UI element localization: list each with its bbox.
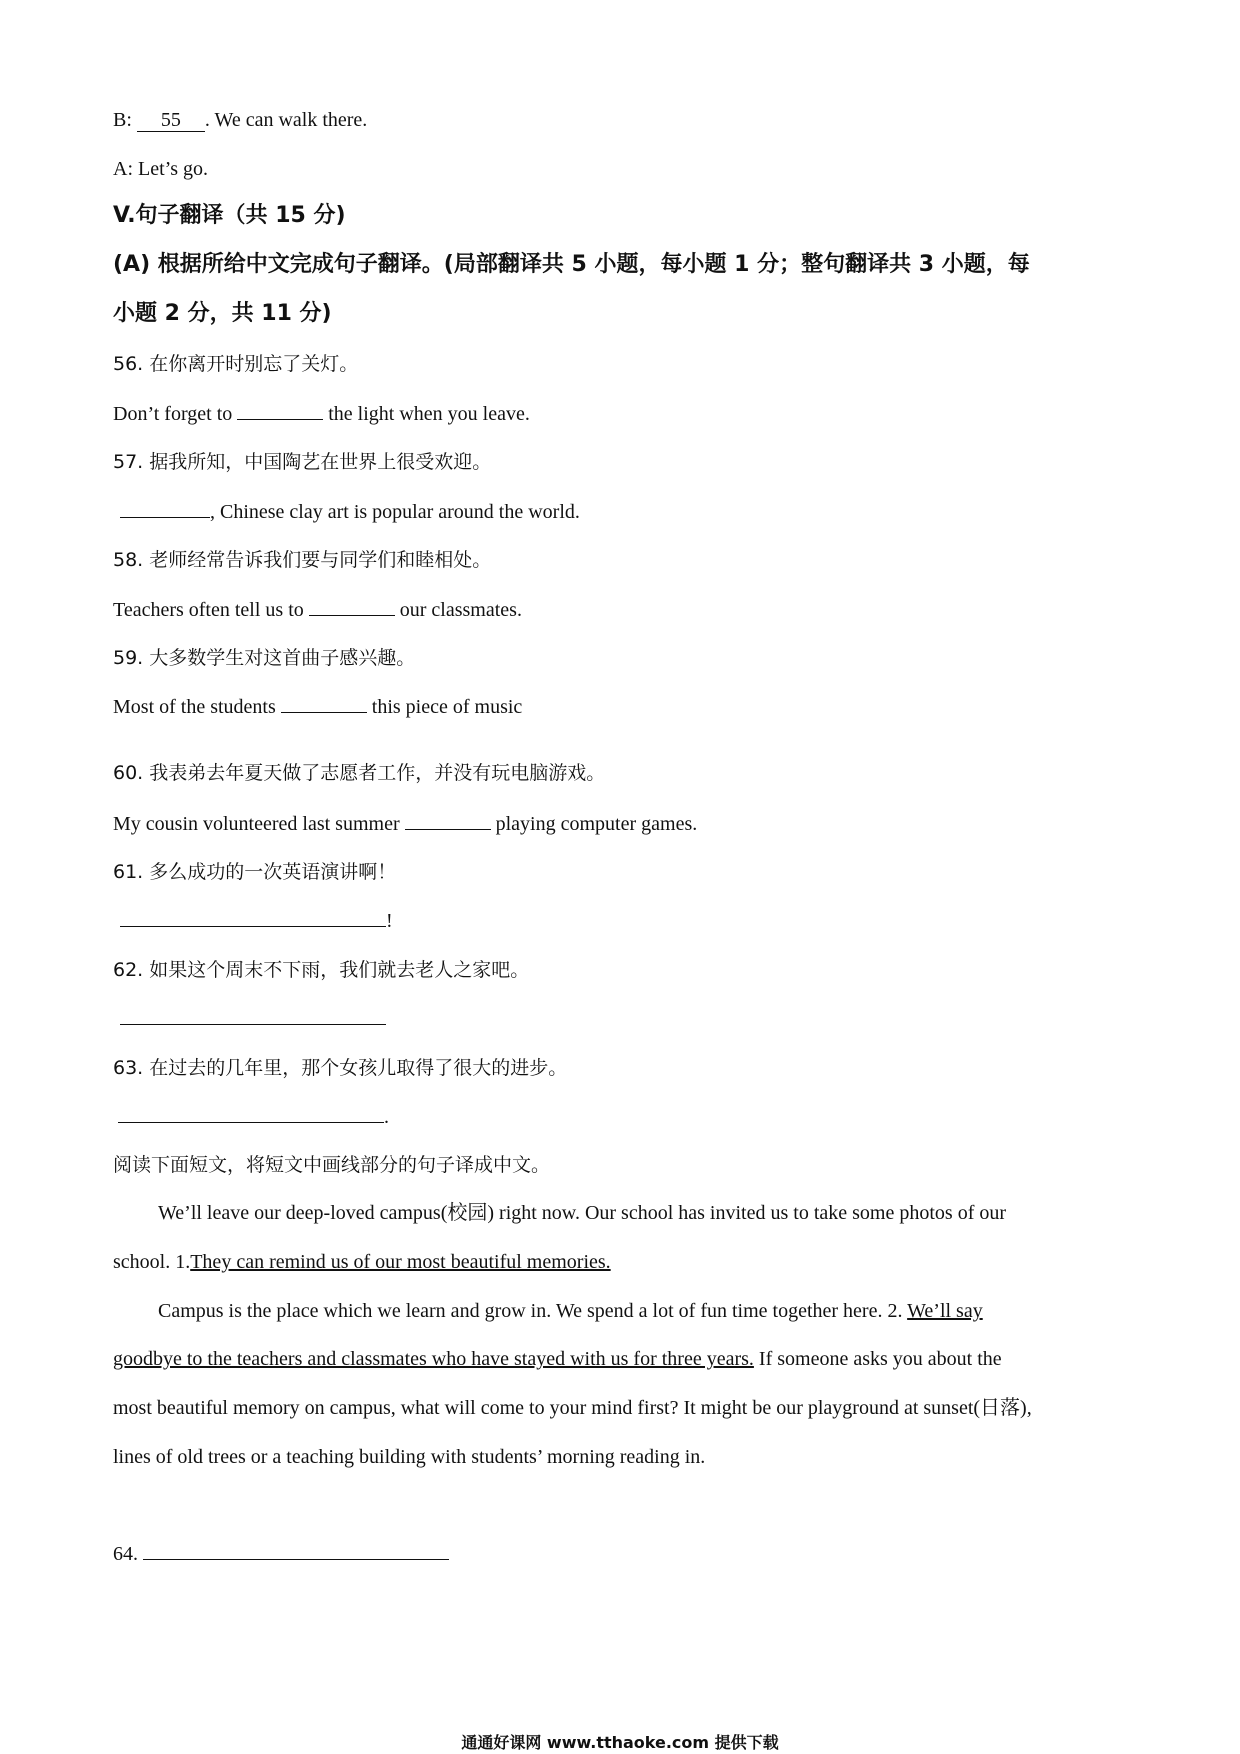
q59-text-b: this piece of music — [371, 696, 523, 718]
q56-text-a: Don’t forget to — [113, 403, 233, 425]
q56-chinese: 56. 在你离开时别忘了关灯。 — [113, 353, 359, 375]
q60-blank[interactable] — [405, 811, 491, 830]
part-a-instruction-1: (A) 根据所给中文完成句子翻译。(局部翻译共 5 小题，每小题 1 分；整句翻译共 3 小题，每 — [113, 252, 1030, 277]
q57-text-b: , Chinese clay art is popular around the world. — [210, 501, 580, 523]
underlined-sentence-1: They can remind us of our most beautiful memories. — [190, 1251, 611, 1273]
answer-blank-55[interactable] — [137, 109, 205, 132]
q60-text-a: My cousin volunteered last summer — [113, 813, 400, 835]
q63-chinese: 63. 在过去的几年里，那个女孩儿取得了很大的进步。 — [113, 1057, 568, 1079]
q59-text-a: Most of the students — [113, 696, 276, 718]
q58-chinese: 58. 老师经常告诉我们要与同学们和睦相处。 — [113, 549, 492, 571]
section-title: V.句子翻译（共 15 分) — [113, 203, 346, 228]
q64-line — [113, 1541, 449, 1566]
q60-chinese: 60. 我表弟去年夏天做了志愿者工作，并没有玩电脑游戏。 — [113, 762, 606, 784]
q62-blank[interactable] — [120, 1006, 386, 1025]
q56-english — [113, 401, 530, 426]
q61-chinese: 61. 多么成功的一次英语演讲啊！ — [113, 861, 397, 883]
q64-label: 64. — [113, 1543, 138, 1565]
q56-text-b: the light when you leave. — [328, 403, 530, 425]
q63-blank[interactable] — [118, 1104, 384, 1123]
reading-p2-text-b: If someone asks you about the — [753, 1348, 1002, 1370]
q62-answer-line — [120, 1006, 386, 1031]
dialogue-b-line — [113, 108, 367, 132]
q64-blank[interactable] — [143, 1541, 449, 1560]
q63-answer-line — [118, 1104, 389, 1129]
reading-p2-line3: most beautiful memory on campus, what will come to your mind first? It might be our playground at sunset(日落), — [113, 1397, 1032, 1419]
dialogue-a-line: A: Let’s go. — [113, 158, 208, 180]
speaker-b: B: — [113, 109, 132, 131]
q57-english — [120, 499, 580, 524]
sentence-1-label: school. 1. — [113, 1251, 191, 1273]
dialogue-b-text: . We can walk there. — [204, 109, 368, 131]
q58-text-b: our classmates. — [399, 599, 522, 621]
reading-p1-line2 — [113, 1250, 611, 1274]
reading-p2-line4: lines of old trees or a teaching building with students’ morning reading in. — [113, 1446, 706, 1468]
q57-chinese: 57. 据我所知，中国陶艺在世界上很受欢迎。 — [113, 451, 492, 473]
q61-answer-line — [120, 908, 393, 933]
reading-p2-line1 — [158, 1299, 983, 1323]
reading-p2-line2 — [113, 1347, 1002, 1371]
reading-p1-line1: We’ll leave our deep-loved campus(校园) right now. Our school has invited us to take some photos of our — [158, 1202, 1007, 1224]
q59-blank[interactable] — [281, 694, 367, 713]
blank-number: 55 — [160, 109, 181, 131]
q60-text-b: playing computer games. — [495, 813, 698, 835]
q58-english — [113, 597, 522, 622]
q60-english — [113, 811, 697, 836]
q58-text-a: Teachers often tell us to — [113, 599, 304, 621]
q61-end-mark: ! — [386, 910, 393, 932]
q57-blank[interactable] — [120, 499, 210, 518]
q59-english — [113, 694, 522, 719]
q59-chinese: 59. 大多数学生对这首曲子感兴趣。 — [113, 647, 416, 669]
q56-blank[interactable] — [237, 401, 323, 420]
q63-end-mark: . — [384, 1106, 389, 1128]
q61-blank[interactable] — [120, 908, 386, 927]
page-footer: 通通好课网 www.tthaoke.com 提供下载 — [461, 1733, 779, 1752]
part-a-instruction-2: 小题 2 分，共 11 分) — [113, 301, 332, 326]
underlined-sentence-2-end: goodbye to the teachers and classmates who have stayed with us for three years. — [113, 1348, 754, 1370]
q58-blank[interactable] — [309, 597, 395, 616]
reading-p2-text: Campus is the place which we learn and grow in. We spend a lot of fun time together here. 2. — [158, 1300, 903, 1322]
reading-instruction: 阅读下面短文，将短文中画线部分的句子译成中文。 — [113, 1154, 551, 1176]
q62-chinese: 62. 如果这个周末不下雨，我们就去老人之家吧。 — [113, 959, 530, 981]
underlined-sentence-2-start: We’ll say — [907, 1300, 983, 1322]
